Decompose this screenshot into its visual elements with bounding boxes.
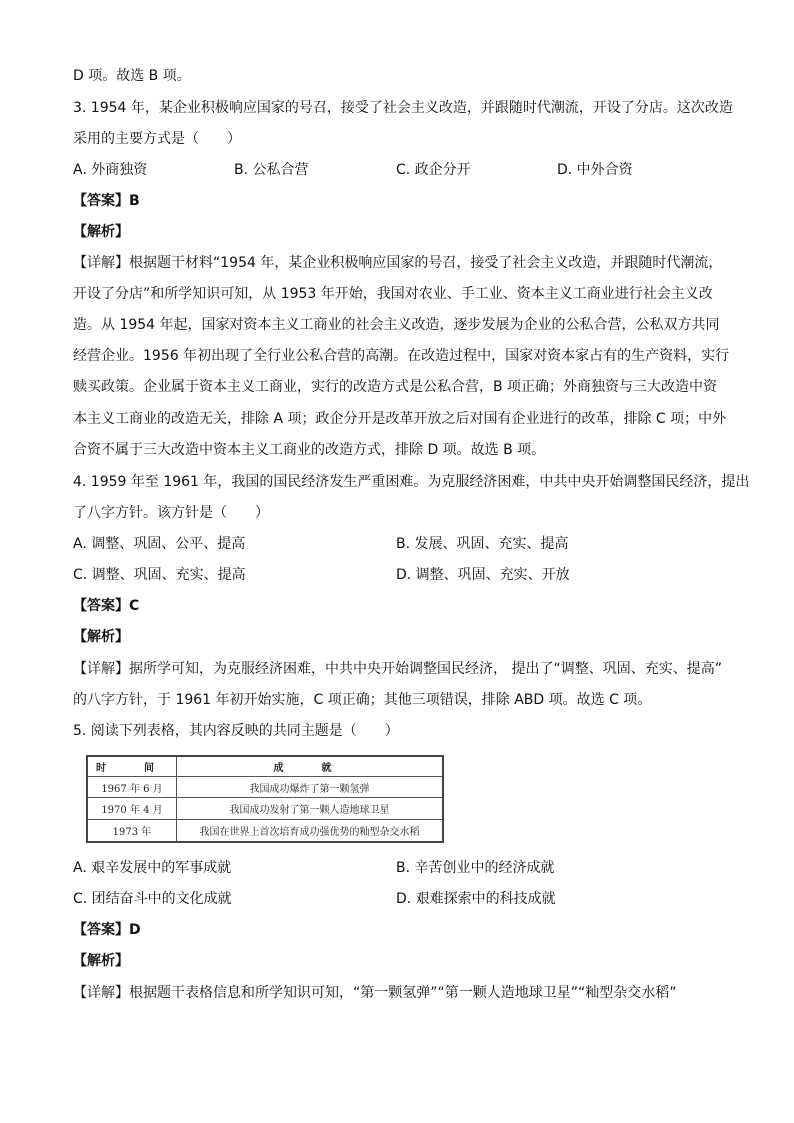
table-cell-time: 1970 年 4 月 xyxy=(87,798,177,820)
q4-detail-line1: 【详解】据所学可知，为克服经济困难，中共中央开始调整国民经济， 提出了“调整、巩固、充实、提高” xyxy=(73,661,722,677)
q3-detail-line2: 开设了分店”和所学知识可知，从 1953 年开始，我国对农业、手工业、资本主义工商业进行社会主义改 xyxy=(73,286,713,302)
achievements-table xyxy=(86,755,444,843)
q5-stem: 5. 阅读下列表格，其内容反映的共同主题是（ ） xyxy=(73,723,399,739)
q4-detail-line2: 的八字方针，于 1961 年初开始实施，C 项正确；其他三项错误，排除 ABD 项。故选 C 项。 xyxy=(73,692,652,708)
table-cell-time: 1967 年 6 月 xyxy=(87,776,177,798)
previous-answer-end: D 项。故选 B 项。 xyxy=(73,68,191,84)
table-header-time: 时 间 xyxy=(87,756,177,776)
q4-analysis-label: 【解析】 xyxy=(73,629,129,645)
table-row xyxy=(87,776,443,798)
table-row xyxy=(87,820,443,842)
q4-option-c: C. 调整、巩固、充实、提高 xyxy=(73,567,246,583)
q4-option-b: B. 发展、巩固、充实、提高 xyxy=(396,536,569,552)
q5-option-c: C. 团结奋斗中的文化成就 xyxy=(73,891,232,907)
q5-analysis-label: 【解析】 xyxy=(73,953,129,969)
q5-answer: 【答案】D xyxy=(73,922,141,938)
q3-option-a: A. 外商独资 xyxy=(73,162,148,178)
q3-answer: 【答案】B xyxy=(73,193,140,209)
table-cell-achievement: 我国成功爆炸了第一颗氢弹 xyxy=(177,776,444,798)
table-cell-achievement: 我国在世界上首次培育成功强优势的籼型杂交水稻 xyxy=(177,820,444,842)
q3-detail-line1: 【详解】根据题干材料“1954 年，某企业积极响应国家的号召，接受了社会主义改造，并跟随时代潮流， xyxy=(73,255,723,271)
q5-detail-line1: 【详解】根据题干表格信息和所学知识可知，“第一颗氢弹”“第一颗人造地球卫星”“籼型杂交水稻” xyxy=(73,985,677,1001)
q5-option-d: D. 艰难探索中的科技成就 xyxy=(396,891,556,907)
table-cell-achievement: 我国成功发射了第一颗人造地球卫星 xyxy=(177,798,444,820)
table-row xyxy=(87,798,443,820)
table-cell-time: 1973 年 xyxy=(87,820,177,842)
q3-detail-line7: 合资不属于三大改造中资本主义工商业的改造方式，排除 D 项。故选 B 项。 xyxy=(73,442,546,458)
q3-analysis-label: 【解析】 xyxy=(73,224,129,240)
q4-option-a: A. 调整、巩固、公平、提高 xyxy=(73,536,246,552)
q3-stem-line1: 3. 1954 年，某企业积极响应国家的号召，接受了社会主义改造，并跟随时代潮流，开设了分店。这次改造 xyxy=(73,100,733,116)
table-header-row xyxy=(87,756,443,776)
q3-detail-line3: 造。从 1954 年起，国家对资本主义工商业的社会主义改造，逐步发展为企业的公私合营，公私双方共同 xyxy=(73,317,720,333)
q3-option-b: B. 公私合营 xyxy=(234,162,309,178)
q3-option-c: C. 政企分开 xyxy=(396,162,471,178)
q3-detail-line6: 本主义工商业的改造无关，排除 A 项；政企分开是改革开放之后对国有企业进行的改革，排除 C 项；中外 xyxy=(73,411,727,427)
q3-option-d: D. 中外合资 xyxy=(557,162,633,178)
q3-stem-line2: 采用的主要方式是（ ） xyxy=(73,131,241,147)
q3-detail-line4: 经营企业。1956 年初出现了全行业公私合营的高潮。在改造过程中，国家对资本家占有的生产资料，实行 xyxy=(73,348,730,364)
q3-detail-line5: 赎买政策。企业属于资本主义工商业，实行的改造方式是公私合营，B 项正确；外商独资与三大改造中资 xyxy=(73,379,718,395)
q5-option-b: B. 辛苦创业中的经济成就 xyxy=(396,860,555,876)
q5-option-a: A. 艰辛发展中的军事成就 xyxy=(73,860,232,876)
q4-option-d: D. 调整、巩固、充实、开放 xyxy=(396,567,570,583)
q4-stem-line1: 4. 1959 年至 1961 年，我国的国民经济发生严重困难。为克服经济困难，中共中央开始调整国民经济，提出 xyxy=(73,474,750,490)
q4-stem-line2: 了八字方针。该方针是（ ） xyxy=(73,505,269,521)
q4-answer: 【答案】C xyxy=(73,598,140,614)
table-header-achievement: 成 就 xyxy=(177,756,444,776)
